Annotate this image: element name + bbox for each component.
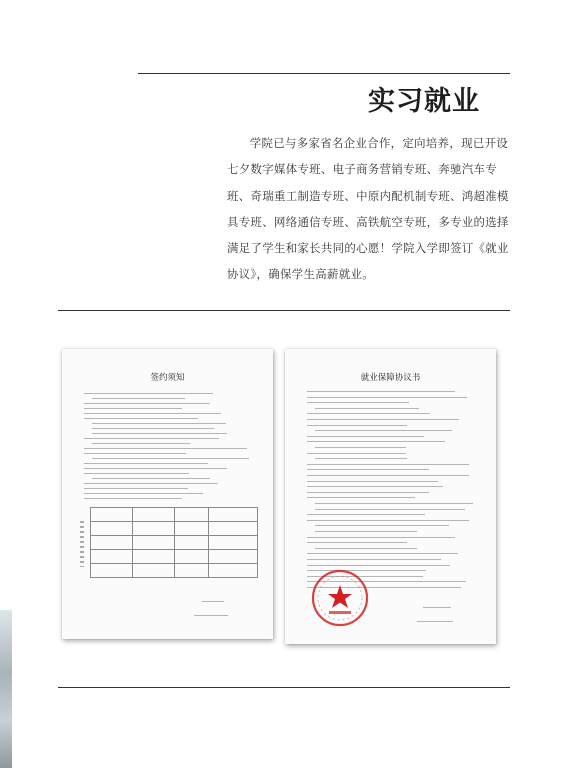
scan-text-line [84,393,213,394]
scan-text-line [84,438,219,439]
scan-text-line [307,441,445,442]
signature-table [90,507,258,577]
scan-text-line [92,433,227,434]
top-divider [138,73,510,74]
scan-text-line [315,531,417,532]
scan-text-line [315,430,452,431]
scan-text-line [315,458,407,459]
scan-text-line [315,548,417,549]
scan-text-line [84,418,198,419]
table-side-label [80,521,84,567]
document-title: 就业保障协议书 [360,373,421,383]
scan-text-line [307,391,455,392]
scan-text-line [315,503,473,504]
scan-text-line [84,488,188,489]
scan-text-line [92,458,249,459]
scan-text-line [307,514,425,515]
scan-text-line [307,520,469,521]
scan-text-line [307,542,407,543]
scan-text-line [84,453,186,454]
scan-text-line [92,478,210,479]
bottom-divider [58,687,510,688]
scan-text-line [307,397,467,398]
scan-text-line [315,509,465,510]
scan-text-line [84,408,182,409]
scan-text-line [307,481,438,482]
scan-text-line [307,464,469,465]
scan-text-line [307,497,415,498]
scan-text-line [84,473,189,474]
scan-text-line [84,498,182,499]
scan-text-line [307,559,441,560]
scan-text-line [84,448,247,449]
scan-text-line [307,425,407,426]
scan-text-line [307,436,424,437]
scan-text-line [84,463,208,464]
scan-text-line [92,443,190,444]
scan-text-line [307,492,429,493]
scan-text-line [307,475,469,476]
scan-text-line [84,403,210,404]
document-title: 签约须知 [150,373,185,383]
scan-text-line [307,469,429,470]
scan-text-line [307,486,443,487]
date-line [194,615,228,616]
scan-text-line [307,453,406,454]
scan-text-line [84,413,221,414]
scan-text-line [307,537,455,538]
scan-text-line [84,468,227,469]
scan-text-line [92,398,185,399]
signature-line [202,601,224,602]
scan-text-line [315,408,419,409]
photo-edge-decoration [0,610,12,768]
intro-paragraph: 学院已与多家省名企业合作，定向培养，现已开设七夕数字媒体专班、电子商务营销专班、奔驰汽车专班、奇瑞重工制造专班、中原内配机制专班、鸿超准模具专班、网络通信专班、高铁航空专班，多专业的选择满足了学生和家长共同的心愿！学院入学即签订《就业协议》，确保学生高薪就业。 [227,136,509,282]
scan-text-line [307,565,450,566]
middle-divider [58,310,510,311]
scan-text-line [84,493,203,494]
section-heading: 实习就业 [368,86,480,117]
date-line [417,621,453,622]
official-seal-stamp [309,567,371,629]
scan-text-line [84,483,218,484]
scan-text-line [307,402,409,403]
employment-agreement-document [285,349,496,644]
scan-text-line [92,423,226,424]
scan-text-line [92,428,214,429]
scan-text-line [307,419,459,420]
signature-line [423,607,451,608]
scan-text-line [315,447,406,448]
scan-text-line [307,413,430,414]
scan-text-line [315,525,449,526]
signing-notice-document [62,349,273,639]
scan-text-line [307,553,458,554]
